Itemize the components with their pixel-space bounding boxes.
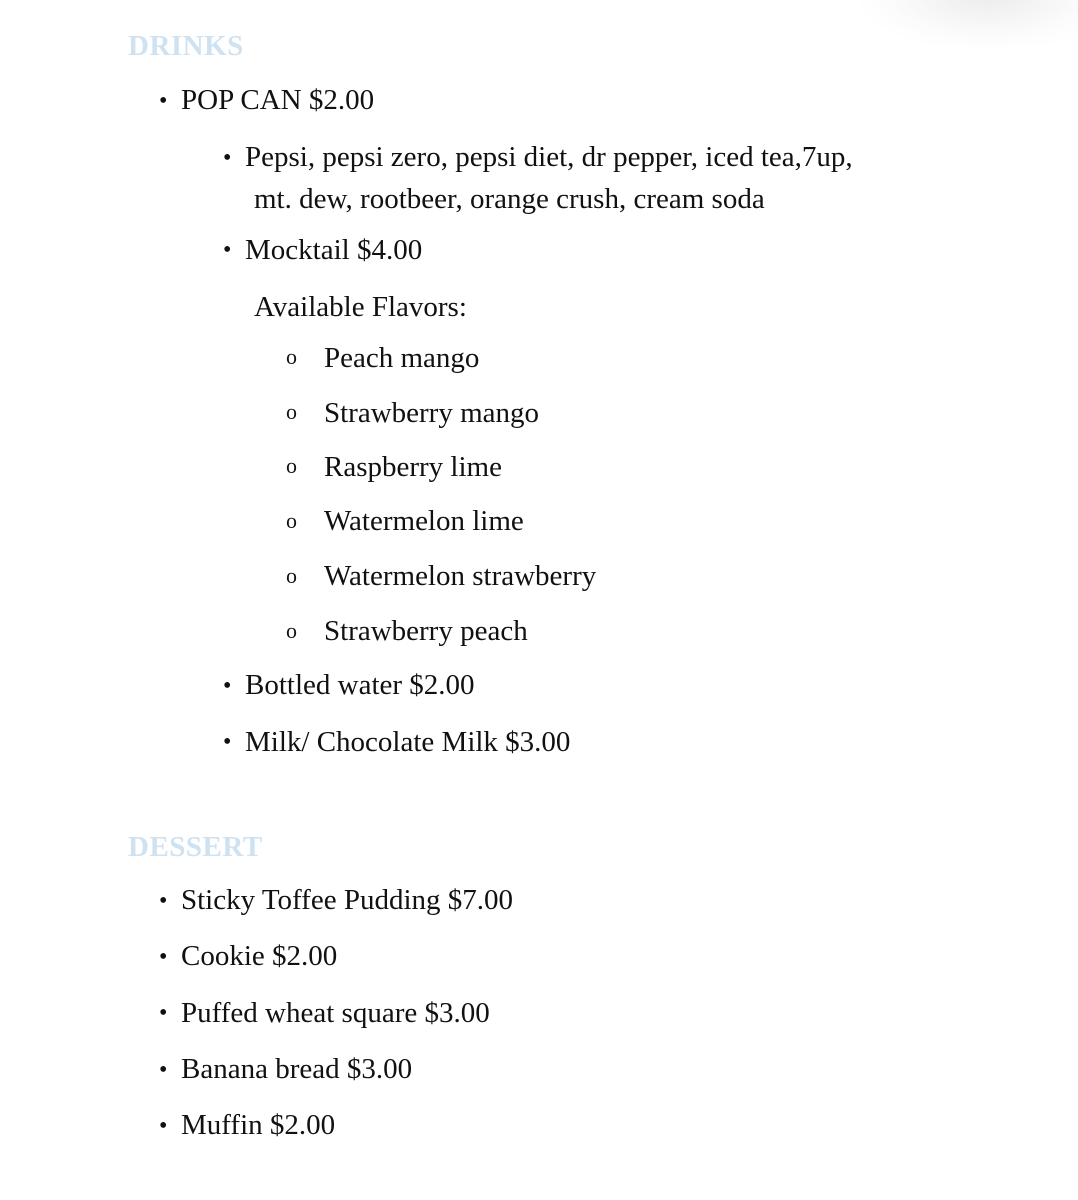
dessert-item: Sticky Toffee Pudding $7.00: [181, 884, 513, 916]
pop-flavors-line-1: Pepsi, pepsi zero, pepsi diet, dr pepper, iced tea,7up,: [245, 141, 853, 173]
bullet-icon: •: [159, 944, 168, 970]
bottled-water-item: Bottled water $2.00: [245, 669, 475, 701]
dessert-item: Muffin $2.00: [181, 1109, 336, 1141]
available-flavors-label: Available Flavors:: [254, 291, 467, 323]
bullet-icon: •: [223, 673, 232, 699]
bullet-icon: •: [223, 237, 232, 263]
drinks-heading: DRINKS: [128, 30, 244, 62]
corner-shadow: [858, 0, 1078, 50]
bullet-icon: •: [159, 1057, 168, 1083]
circle-bullet-icon: o: [286, 563, 297, 588]
dessert-item: Puffed wheat square $3.00: [181, 997, 490, 1029]
circle-bullet-icon: o: [286, 399, 297, 424]
circle-bullet-icon: o: [286, 344, 297, 369]
flavor-item: Peach mango: [324, 342, 480, 374]
pop-can-item: POP CAN $2.00: [181, 84, 375, 116]
bullet-icon: •: [159, 88, 168, 114]
circle-bullet-icon: o: [286, 508, 297, 533]
dessert-heading: DESSERT: [128, 831, 263, 863]
flavor-item: Strawberry peach: [324, 615, 528, 647]
flavor-item: Watermelon strawberry: [324, 560, 597, 592]
flavor-item: Watermelon lime: [324, 505, 524, 537]
bullet-icon: •: [223, 145, 232, 171]
mocktail-item: Mocktail $4.00: [245, 234, 423, 266]
pop-flavors-line-2: mt. dew, rootbeer, orange crush, cream soda: [254, 183, 765, 215]
flavor-item: Strawberry mango: [324, 397, 540, 429]
bullet-icon: •: [159, 1113, 168, 1139]
circle-bullet-icon: o: [286, 618, 297, 643]
bullet-icon: •: [159, 1000, 168, 1026]
bullet-icon: •: [159, 888, 168, 914]
dessert-item: Cookie $2.00: [181, 940, 338, 972]
milk-item: Milk/ Chocolate Milk $3.00: [245, 726, 571, 758]
flavor-item: Raspberry lime: [324, 451, 502, 483]
bullet-icon: •: [223, 729, 232, 755]
circle-bullet-icon: o: [286, 453, 297, 478]
dessert-item: Banana bread $3.00: [181, 1053, 413, 1085]
